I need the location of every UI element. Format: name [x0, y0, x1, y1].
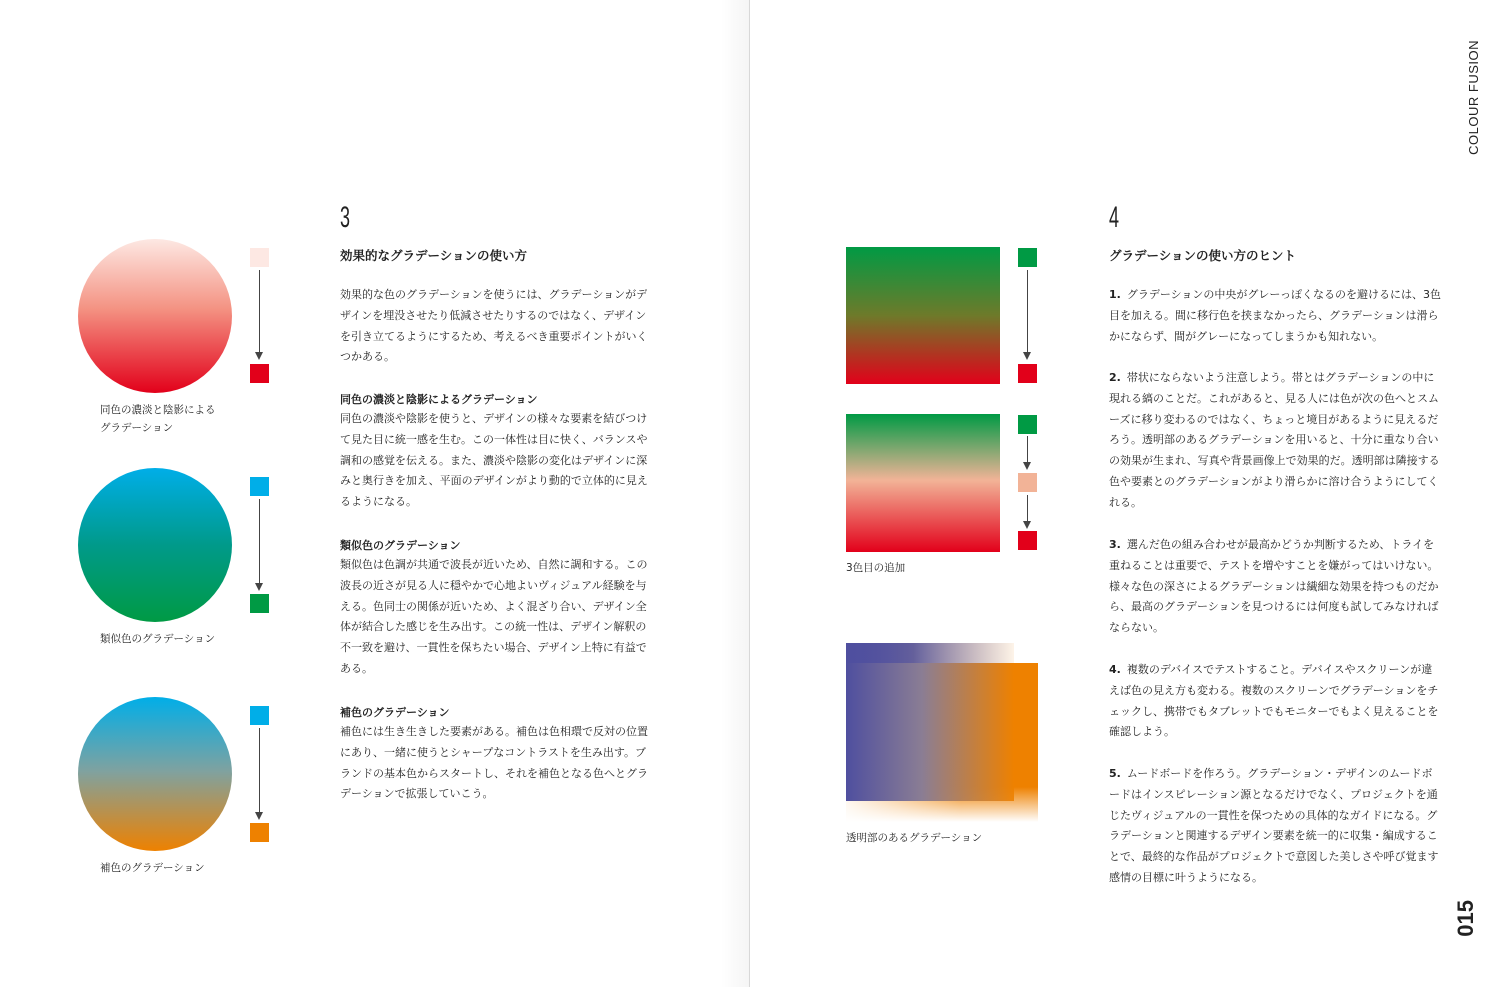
indigo-top-fade: [846, 643, 1014, 663]
arrow-down-icon: [255, 583, 263, 591]
swatch-sky-blue: [250, 706, 269, 725]
tip-text: 複数のデバイスでテストすること。デバイスやスクリーンが違えば色の見え方も変わる。複数のスクリーンでグラデーションをチェックし、携帯でもタブレットでもモニターでもよく見えることを確認しよう。: [1109, 663, 1439, 739]
arrow-line: [1027, 436, 1028, 462]
tip-item: [1109, 660, 1441, 743]
tip-number: 1.: [1109, 288, 1121, 301]
tip-number: 5.: [1109, 767, 1121, 780]
tip-item: [1109, 535, 1441, 639]
section-title: 効果的なグラデーションの使い方: [340, 248, 528, 263]
arrow-line: [1027, 270, 1028, 352]
three-color-gradient-square: [846, 414, 1000, 552]
section-title: グラデーションの使い方のヒント: [1109, 248, 1297, 263]
arrow-down-icon: [1023, 352, 1031, 360]
tip-item: [1109, 368, 1441, 514]
two-color-gradient-square: [846, 247, 1000, 384]
arrow-down-icon: [1023, 521, 1031, 529]
figure-caption: 類似色のグラデーション: [100, 633, 216, 645]
tip-text: 帯状にならないよう注意しよう。帯とはグラデーションの中に現れる縞のことだ。これがあると、見る人には色が次の色へとスムーズに移り変わるのではなく、ちょっと境目があるように見えるだろう。透明部のあるグラデーションを用いると、十分に重なり合いの効果が生まれ、写真や背景画像上で効果的だ。透明部は隣接する色や要素とのグラデーションがより滑らかに溶け合うようにしてくれる。: [1109, 371, 1440, 509]
tip-text: グラデーションの中央がグレーっぽくなるのを避けるには、3色目を加える。間に移行色を挟まなかったら、グラデーションは滑らかにならず、間がグレーになってしまうかも知れない。: [1109, 288, 1441, 343]
arrow-down-icon: [255, 352, 263, 360]
page-number: 015: [1453, 900, 1478, 937]
tip-item: [1109, 285, 1441, 347]
swatch-sky-blue: [250, 477, 269, 496]
arrow-line: [259, 270, 260, 352]
analogous-gradient-circle: [78, 468, 232, 622]
subsection-body: 同色の濃淡や陰影を使うと、デザインの様々な要素を結びつけ て見た目に統一感を生む。この一体性は目に快く、バランスや 調和の感覚を伝える。また、濃淡や陰影の変化はデザインに深 みと奥行きを加え、平面のデザインがより動的で立体的に見え るようになる。: [340, 412, 648, 509]
figure-caption: 透明部のあるグラデーション: [846, 832, 983, 844]
gutter-shadow: [720, 0, 749, 987]
tip-number: 4.: [1109, 663, 1121, 676]
subsection-heading: 補色のグラデーション: [340, 706, 450, 719]
tip-text: ムードボードを作ろう。グラデーション・デザインのムードボードはインスピレーション源となるだけでなく、プロジェクトを通じたヴィジュアルの一貫性を保つための具体的なガイドになる。グラデーションと関連するデザイン要素を統一的に収集・編成することで、最終的な作品がプロジェクトで意図した美しさや呼び覚ます感情の目標に叶うようになる。: [1109, 767, 1439, 884]
tip-text: 選んだ色の組み合わせが最高かどうか判断するため、トライを重ねることは重要で、テストを増やすことを嫌がってはいけない。様々な色の深さによるグラデーションは繊細な効果を持つものだから、最高のグラデーションを見つけるには何度も試してみなければならない。: [1109, 538, 1439, 635]
running-head: COLOUR FUSION: [1466, 40, 1481, 155]
arrow-down-icon: [255, 812, 263, 820]
arrow-line: [259, 499, 260, 583]
gutter-line: [749, 0, 750, 987]
swatch-red: [1018, 364, 1037, 383]
swatch-green: [1018, 248, 1037, 267]
subsection-body: 類似色は色調が共通で波長が近いため、自然に調和する。この 波長の近さが見る人に穏やかで心地よいヴィジュアル経験を与 える。色同士の関係が近いため、よく混ざり合い、デザイン全 体が結合した感じを生み出す。この統一性は、デザイン解釈の 不一致を避け、一貫性を保ちたい場合、デザイン上特に有益で ある。: [340, 558, 648, 675]
figure-caption: 補色のグラデーション: [100, 862, 205, 874]
swatch-salmon: [1018, 473, 1037, 492]
subsection-heading: 同色の濃淡と陰影によるグラデーション: [340, 393, 538, 406]
monochrome-gradient-circle: [78, 239, 232, 393]
figure-caption: 同色の濃淡と陰影による グラデーション: [100, 404, 216, 434]
swatch-red: [1018, 531, 1037, 550]
complementary-gradient-circle: [78, 697, 232, 851]
subsection-heading: 類似色のグラデーション: [340, 539, 461, 552]
swatch-red: [250, 364, 269, 383]
intro-paragraph: 効果的な色のグラデーションを使うには、グラデーションがデ ザインを埋没させたり低減させたりするのではなく、デザイン を引き立てるようにするため、考えるべき重要ポイントがいく つかある。: [340, 288, 648, 364]
section-number: 3: [340, 201, 351, 234]
arrow-down-icon: [1023, 462, 1031, 470]
section-number: 4: [1109, 201, 1120, 234]
tip-item: [1109, 764, 1441, 889]
indigo-to-orange-rect: [846, 643, 1014, 801]
swatch-green: [1018, 415, 1037, 434]
arrow-line: [1027, 495, 1028, 521]
subsection-body: 補色には生き生きした要素がある。補色は色相環で反対の位置 にあり、一緒に使うとシャープなコントラストを生み出す。ブ ランドの基本色からスタートし、それを補色となる色へとグラ デーションで拡張していこう。: [340, 725, 648, 801]
arrow-line: [259, 728, 260, 812]
swatch-pale-pink: [250, 248, 269, 267]
tip-number: 3.: [1109, 538, 1121, 551]
tip-number: 2.: [1109, 371, 1121, 384]
figure-caption: 3色目の追加: [846, 562, 906, 574]
swatch-green: [250, 594, 269, 613]
swatch-orange: [250, 823, 269, 842]
